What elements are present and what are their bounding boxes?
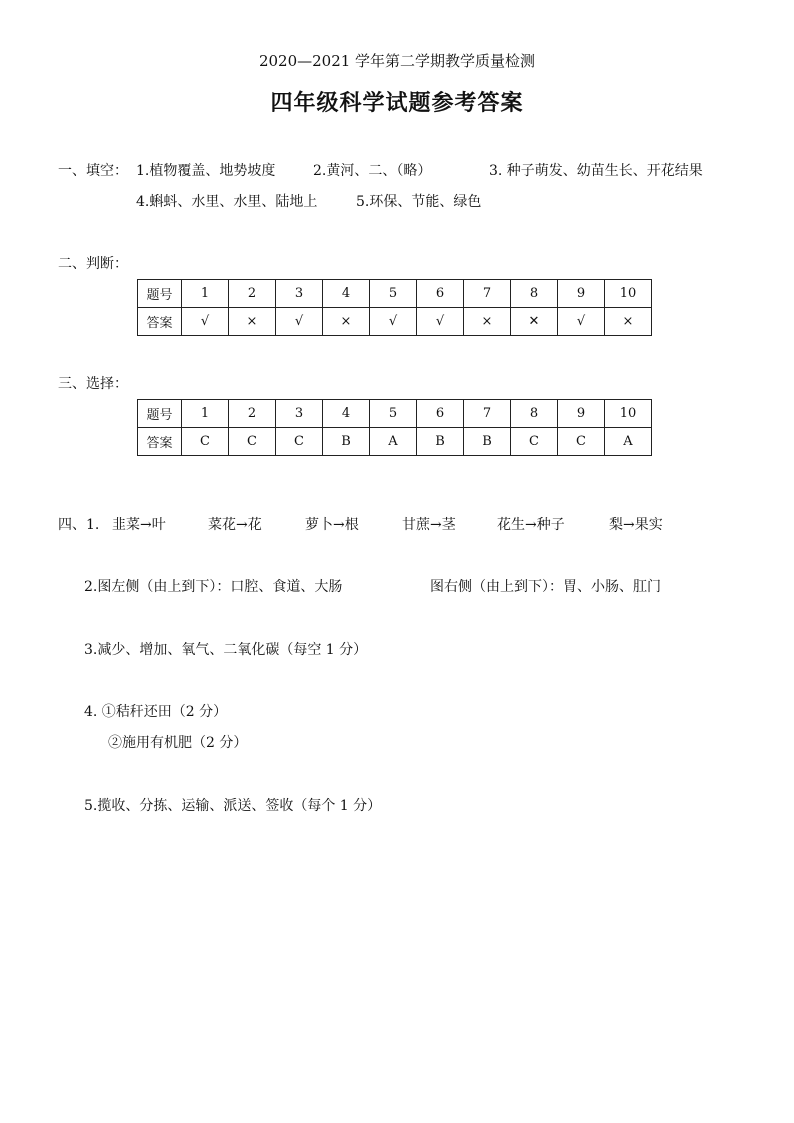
answer-cell: ×	[323, 308, 370, 336]
question-number-cell: 10	[605, 400, 652, 428]
answer-cell: √	[370, 308, 417, 336]
question-number-cell: 7	[464, 280, 511, 308]
section1-label: 一、填空：	[58, 163, 128, 179]
table-header-cell: 题号	[138, 280, 182, 308]
answer-cell: √	[417, 308, 464, 336]
question-number-cell: 8	[511, 400, 558, 428]
section4-label: 四、1.	[58, 517, 100, 533]
answer-cell: ×	[229, 308, 276, 336]
table-header-cell: 题号	[138, 400, 182, 428]
section3-label: 三、选择：	[58, 376, 128, 392]
question-number-cell: 2	[229, 400, 276, 428]
match-pair: 花生→种子	[497, 517, 565, 533]
fill-answer-1: 1.植物覆盖、地势坡度	[136, 163, 276, 179]
q2-right-answer: 图右侧（由上到下）：胃、小肠、肛门	[430, 579, 661, 595]
q5-answer: 5.揽收、分拣、运输、派送、签收（每个 1 分）	[84, 798, 382, 814]
answer-cell: A	[605, 428, 652, 456]
section2-label: 二、判断：	[58, 256, 128, 272]
question-number-cell: 4	[323, 400, 370, 428]
table-row	[138, 428, 652, 456]
table-row	[138, 400, 652, 428]
question-number-cell: 9	[558, 400, 605, 428]
page-title: 四年级科学试题参考答案	[270, 90, 524, 116]
answer-cell: C	[182, 428, 229, 456]
question-number-cell: 7	[464, 400, 511, 428]
answer-cell: √	[558, 308, 605, 336]
question-number-cell: 10	[605, 280, 652, 308]
question-number-cell: 1	[182, 280, 229, 308]
judgment-answer-table	[137, 279, 652, 336]
q3-answer: 3.减少、增加、氧气、二氧化碳（每空 1 分）	[84, 642, 368, 658]
q4-answer-a: 4. ①秸秆还田（2 分）	[84, 704, 228, 720]
match-pair: 梨→果实	[609, 517, 663, 533]
match-pair: 韭菜→叶	[112, 517, 166, 533]
answer-cell: √	[276, 308, 323, 336]
q2-left-answer: 2.图左侧（由上到下）：口腔、食道、大肠	[84, 579, 343, 595]
match-pair: 菜花→花	[208, 517, 262, 533]
question-number-cell: 8	[511, 280, 558, 308]
fill-answer-4: 4.蝌蚪、水里、水里、陆地上	[136, 194, 318, 210]
question-number-cell: 5	[370, 400, 417, 428]
fill-answer-3: 3. 种子萌发、幼苗生长、开花结果	[489, 163, 703, 179]
question-number-cell: 1	[182, 400, 229, 428]
question-number-cell: 2	[229, 280, 276, 308]
question-number-cell: 6	[417, 280, 464, 308]
choice-answer-table	[137, 399, 652, 456]
answer-cell: C	[511, 428, 558, 456]
exam-subtitle: 2020—2021 学年第二学期教学质量检测	[258, 52, 536, 70]
question-number-cell: 5	[370, 280, 417, 308]
fill-answer-5: 5.环保、节能、绿色	[356, 194, 482, 210]
answer-cell: B	[323, 428, 370, 456]
answer-cell: C	[229, 428, 276, 456]
answer-cell: B	[417, 428, 464, 456]
table-row	[138, 308, 652, 336]
question-number-cell: 3	[276, 280, 323, 308]
table-header-cell: 答案	[138, 308, 182, 336]
question-number-cell: 9	[558, 280, 605, 308]
match-pair: 萝卜→根	[305, 517, 359, 533]
answer-cell: C	[276, 428, 323, 456]
answer-cell: A	[370, 428, 417, 456]
answer-cell: C	[558, 428, 605, 456]
answer-cell: √	[182, 308, 229, 336]
answer-cell: ×	[464, 308, 511, 336]
question-number-cell: 4	[323, 280, 370, 308]
fill-answer-2: 2.黄河、二、（略）	[313, 163, 432, 179]
question-number-cell: 6	[417, 400, 464, 428]
question-number-cell: 3	[276, 400, 323, 428]
table-row	[138, 280, 652, 308]
answer-cell: B	[464, 428, 511, 456]
answer-cell: ✕	[511, 308, 558, 336]
table-header-cell: 答案	[138, 428, 182, 456]
match-pair: 甘蔗→茎	[402, 517, 456, 533]
answer-cell: ×	[605, 308, 652, 336]
q4-answer-b: ②施用有机肥（2 分）	[108, 735, 248, 751]
